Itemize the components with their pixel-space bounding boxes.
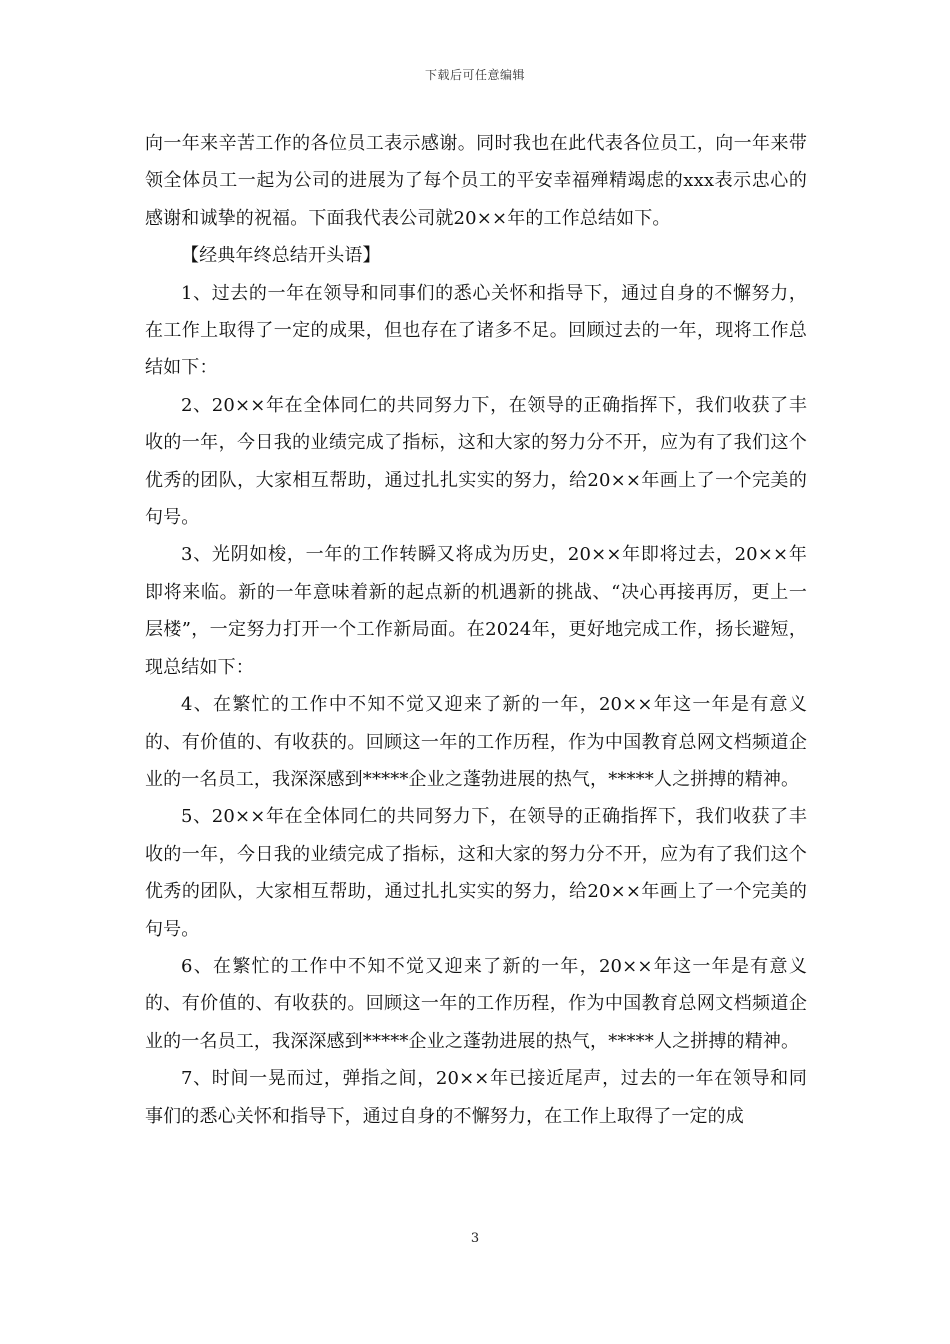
section-heading: 【经典年终总结开头语】 — [181, 245, 381, 267]
paragraph: 4、在繁忙的工作中不知不觉又迎来了新的一年，20××年这一年是有意义的、有价值的、有收获的。回顾这一年的工作历程，作为中国教育总网文档频道企业的一名员工，我深深感到*****企业之蓬勃进展的热气，*****人之拼搏的精神。 — [145, 694, 807, 790]
page-header: 下载后可任意编辑 — [424, 68, 525, 82]
document-body — [145, 125, 807, 1135]
paragraph: 5、20××年在全体同仁的共同努力下，在领导的正确指挥下，我们收获了丰收的一年，今日我的业绩完成了指标，这和大家的努力分不开，应为有了我们这个优秀的团队，大家相互帮助，通过扎扎实实的努力，给20××年画上了一个完美的句号。 — [145, 806, 807, 940]
paragraph: 6、在繁忙的工作中不知不觉又迎来了新的一年，20××年这一年是有意义的、有价值的、有收获的。回顾这一年的工作历程，作为中国教育总网文档频道企业的一名员工，我深深感到*****企业之蓬勃进展的热气，*****人之拼搏的精神。 — [145, 955, 807, 1052]
paragraph: 2、20××年在全体同仁的共同努力下，在领导的正确指挥下，我们收获了丰收的一年，今日我的业绩完成了指标，这和大家的努力分不开，应为有了我们这个优秀的团队，大家相互帮助，通过扎扎实实的努力，给20××年画上了一个完美的句号。 — [145, 394, 807, 529]
page-number: 3 — [470, 1231, 480, 1246]
paragraph: 7、时间一晃而过，弹指之间，20××年已接近尾声，过去的一年在领导和同事们的悉心关怀和指导下，通过自身的不懈努力，在工作上取得了一定的成 — [145, 1068, 807, 1127]
paragraph: 向一年来辛苦工作的各位员工表示感谢。同时我也在此代表各位员工，向一年来带领全体员工一起为公司的进展为了每个员工的平安幸福殚精竭虑的xxx表示忠心的感谢和诚挚的祝福。下面我代表公司就20××年的工作总结如下。 — [145, 133, 807, 229]
paragraph: 1、过去的一年在领导和同事们的悉心关怀和指导下，通过自身的不懈努力，在工作上取得了一定的成果，但也存在了诸多不足。回顾过去的一年，现将工作总结如下： — [145, 282, 807, 379]
paragraph: 3、光阴如梭，一年的工作转瞬又将成为历史，20××年即将过去，20××年即将来临。新的一年意味着新的起点新的机遇新的挑战、“决心再接再厉，更上一层楼”，一定努力打开一个工作新局面。在2024年，更好地完成工作，扬长避短，现总结如下： — [145, 544, 807, 678]
